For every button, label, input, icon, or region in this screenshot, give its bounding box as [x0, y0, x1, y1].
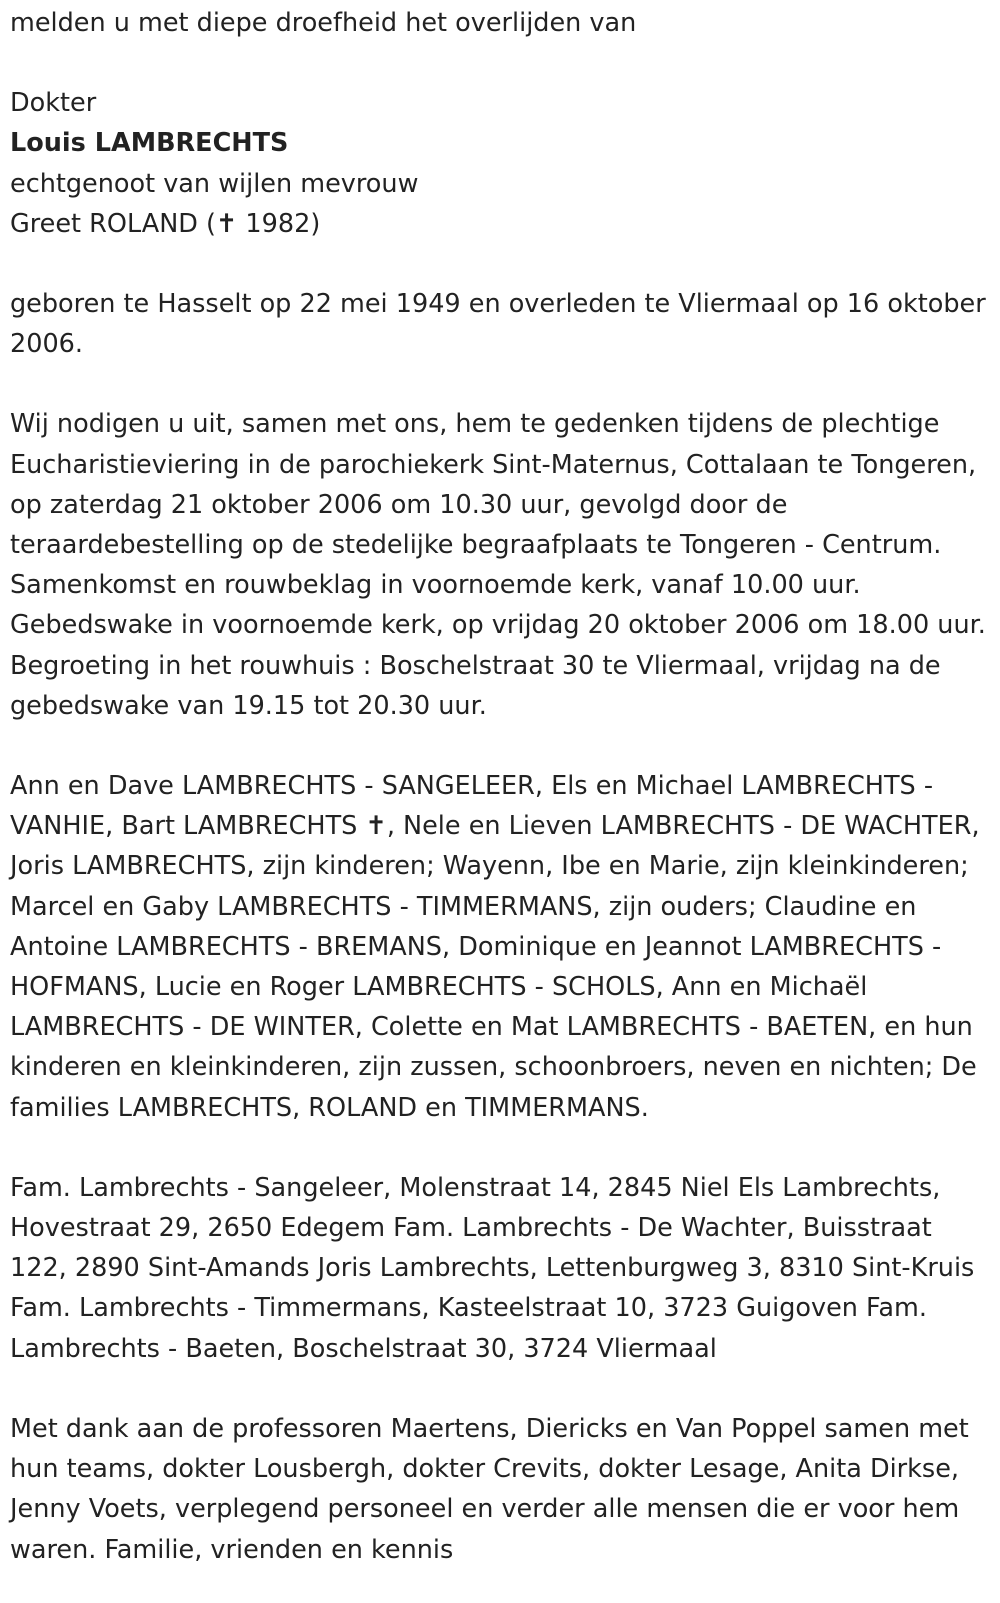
birth-death-paragraph: geboren te Hasselt op 22 mei 1949 en overleden te Vliermaal op 16 oktober 2006.: [10, 289, 986, 360]
deceased-title: Dokter: [10, 88, 97, 119]
intro-text: melden u met diepe droefheid het overlijden van: [10, 8, 637, 38]
thanks-paragraph: Met dank aan de professoren Maertens, Diericks en Van Poppel samen met hun teams, dokter Lousbergh, dokter Crevits, dokter Lesage, Anita Dirkse, Jenny Voets, verplegend personeel en verder alle mensen die er voor hem waren. Familie, vrienden en kennis: [10, 1413, 969, 1565]
ceremony-paragraph: Wij nodigen u uit, samen met ons, hem te gedenken tijdens de plechtige Eucharistieviering in de parochiekerk Sint-Maternus, Cottalaan te Tongeren, op zaterdag 21 oktober 2006 om 10.30 uur, gevolgd door de teraardebestelling op de stedelijke begraafplaats te Tongeren - Centrum. Samenkomst en rouwbeklag in voornoemde kerk, vanaf 10.00 uur. Gebedswake in voornoemde kerk, op vrijdag 20 oktober 2006 om 18.00 uur. Begroeting in het rouwhuis : Boschelstraat 30 te Vliermaal, vrijdag na de gebedswake van 19.15 tot 20.30 uur.: [10, 409, 986, 721]
addresses-paragraph: Fam. Lambrechts - Sangeleer, Molenstraat 14, 2845 Niel Els Lambrechts, Hovestraat 29, 2650 Edegem Fam. Lambrechts - De Wachter, Buisstraat 122, 2890 Sint-Amands Joris Lambrechts, Lettenburgweg 3, 8310 Sint-Kruis Fam. Lambrechts - Timmermans, Kasteelstraat 10, 3723 Guigoven Fam. Lambrechts - Baeten, Boschelstraat 30, 3724 Vliermaal: [10, 1172, 975, 1364]
deceased-name: Louis LAMBRECHTS: [10, 128, 289, 159]
family-paragraph: Ann en Dave LAMBRECHTS - SANGELEER, Els en Michael LAMBRECHTS - VANHIE, Bart LAMBRECHTS ✝, Nele en Lieven LAMBRECHTS - DE WACHTER, Joris LAMBRECHTS, zijn kinderen; Wayenn, Ibe en Marie, zijn kleinkinderen; Marcel en Gaby LAMBRECHTS - TIMMERMANS, zijn ouders; Claudine en Antoine LAMBRECHTS - BREMANS, Dominique en Jeannot LAMBRECHTS - HOFMANS, Lucie en Roger LAMBRECHTS - SCHOLS, Ann en Michaël LAMBRECHTS - DE WINTER, Colette en Mat LAMBRECHTS - BAETEN, en hun kinderen en kleinkinderen, zijn zussen, schoonbroers, neven en nichten; De families LAMBRECHTS, ROLAND en TIMMERMANS.: [10, 771, 980, 1123]
spouse-line-1: echtgenoot van wijlen mevrouw: [10, 168, 419, 199]
spouse-line-2: Greet ROLAND (✝ 1982): [10, 208, 321, 239]
